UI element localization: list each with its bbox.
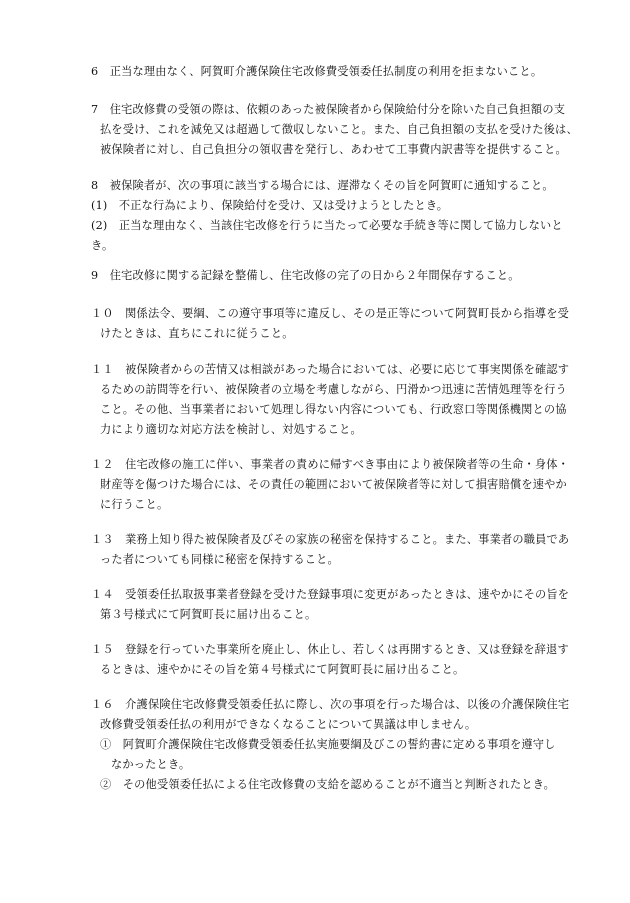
clause-line: なかったとき。 [111, 758, 191, 771]
subclause-1: (1) 不正な行為により、保険給付を受け、又は受けようとしたとき。 [91, 199, 449, 212]
clause-line: 8 被保険者が、次の事項に該当する場合には、遅滞なくその旨を阿賀町に通知すること。 [91, 179, 554, 192]
clause-13 [91, 530, 570, 570]
clause-line: １３ 業務上知り得た被保険者及びその家族の秘密を保持すること。また、事業者の職員であ [91, 533, 570, 546]
clause-7 [91, 100, 578, 160]
clause-line: 7 住宅改修費の受領の際は、依頼のあった被保険者から保険給付分を除いた自己負担額の支 [91, 103, 566, 116]
clause-line: 改修費受領委任払の利用ができなくなることについて異議は申しません。 [100, 718, 477, 731]
clause-line: 払を受け、これを減免又は超過して徴収しないこと。また、自己負担額の支払を受けた後は、 [100, 123, 578, 136]
clause-line: こと。その他、当事業者において処理し得ない内容についても、行政窓口等関係機関との協 [100, 403, 567, 416]
subclause-circled-2: ② その他受領委任払による住宅改修費の支給を認めることが不適当と判断されたとき。 [100, 778, 556, 791]
clause-9 [91, 266, 556, 286]
clause-line: 被保険者に対し、自己負担分の領収書を発行し、あわせて工事費内訳書等を提供すること。 [100, 143, 567, 156]
subclause-circled-1: ① 阿賀町介護保険住宅改修費受領委任払実施要綱及びこの誓約書に定める事項を遵守し [100, 738, 556, 751]
clause-line: 9 住宅改修に関する記録を整備し、住宅改修の完了の日から２年間保存すること。 [91, 269, 520, 282]
clause-14 [91, 585, 570, 625]
clause-line: に行うこと。 [100, 498, 169, 511]
clause-line: １５ 登録を行っていた事業所を廃止し、休止し、若しくは再開するとき、又は登録を辞退す [91, 643, 569, 656]
clause-8 [91, 176, 563, 256]
clause-line: １１ 被保険者からの苦情又は相談があった場合においては、必要に応じて事実関係を確認す [91, 363, 570, 376]
clause-line: 力により適切な対応方法を検討し、対処すること。 [100, 423, 362, 436]
clause-10 [91, 304, 570, 344]
clause-line: １０ 関係法令、要綱、この遵守事項等に違反し、その是正等について阿賀町長から指導を受 [91, 307, 570, 320]
clause-line: けたときは、直ちにこれに従うこと。 [100, 327, 294, 340]
clause-15 [91, 640, 569, 680]
clause-11 [91, 360, 570, 440]
clause-16 [91, 695, 570, 795]
clause-line: った者についても同様に秘密を保持すること。 [100, 553, 339, 566]
clause-line: 第３号様式にて阿賀町長に届け出ること。 [100, 608, 317, 621]
clause-line: １６ 介護保険住宅改修費受領委任払に際し、次の事項を行った場合は、以後の介護保険住宅 [91, 698, 570, 711]
clause-line: 6 正当な理由なく、阿賀町介護保険住宅改修費受領委任払制度の利用を拒まないこと。 [91, 65, 543, 78]
clause-12 [91, 455, 570, 515]
subclause-2: (2) 正当な理由なく、当該住宅改修を行うに当たって必要な手続き等に関して協力しないと [91, 219, 563, 232]
clause-line: １２ 住宅改修の施工に伴い、事業者の責めに帰すべき事由により被保険者等の生命・身体・ [91, 458, 570, 471]
clause-line: 財産等を傷つけた場合には、その責任の範囲において被保険者等に対して損害賠償を速やか [100, 478, 567, 491]
clause-line: き。 [91, 239, 114, 252]
clause-line: １４ 受領委任払取扱事業者登録を受けた登録事項に変更があったときは、速やかにその旨を [91, 588, 570, 601]
clause-line: るための訪問等を行い、被保険者の立場を考慮しながら、円滑かつ迅速に苦情処理等を行う [100, 383, 567, 396]
clause-6 [91, 62, 556, 82]
clause-line: るときは、速やかにその旨を第４号様式にて阿賀町長に届け出ること。 [100, 663, 465, 676]
